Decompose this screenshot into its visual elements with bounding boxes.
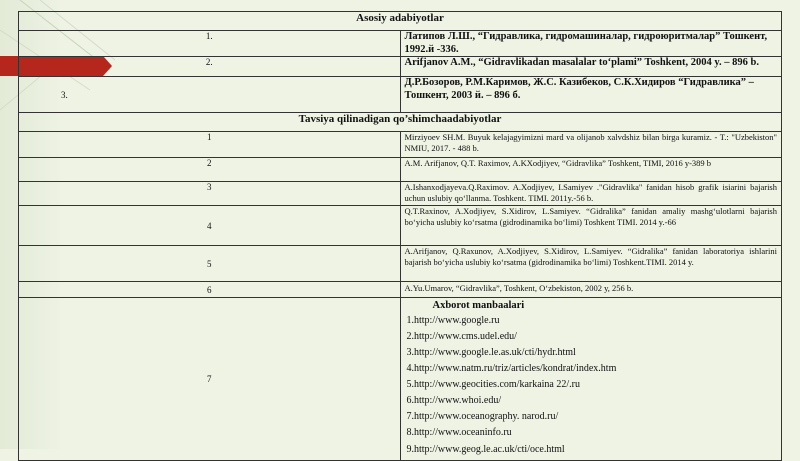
extra-literature-header: Tavsiya qilinadigan qo’shimchaadabiyotlar [19,113,782,132]
resource-link[interactable]: 3.http://www.google.le.as.uk/cti/hydr.html [406,346,576,358]
resources-cell [400,298,782,460]
row-number: 1. [19,31,401,57]
extra-literature-item: A.M. Arifjanov, Q.T. Raximov, A.KXodjiyev, “Gidravlika” Toshkent, TIMI, 2016 y-389 b [400,158,782,182]
row-number: 5 [19,246,401,282]
bibliography-table [18,11,782,461]
row-number: 1 [19,132,401,158]
row-number: 2 [19,158,401,182]
row-number: 7 [19,298,401,460]
extra-literature-item: A.Ishanxodjayeva.Q.Raximov. A.Xodjiyev, I.Samiyev ."Gidravlika" fanidan hisob grafik isiarini bajarish uchun uslubiy qo‘llanma. Toshkent. TIMI. 2011y.-56 b. [400,182,782,206]
row-number: 2. [19,57,401,77]
extra-literature-item: Q.T.Raxinov, A.Xodjiyev, S.Xidirov, L.Samiyev. “Gidralika” fanidan amaliy mashg‘ulotlarni bajarish bo‘yicha uslubiy ko‘rsatma (gidrodinamika bo‘limi) Toshkent TIMI. 2014 y.-66 [400,206,782,246]
row-number: 6 [19,282,401,298]
resources-title: Axborot manbaalari [432,300,525,312]
resource-link[interactable]: 5.http://www.geocities.com/karkaina 22/.ru [406,379,580,391]
main-literature-item: Латипов Л.Ш., “Гидравлика, гидромашиналар, гидроюритмалар” Тошкент, 1992.й -336. [400,31,782,57]
extra-literature-item: A.Arifjanov, Q.Raxunov, A.Xodjiyev, S.Xidirov, L.Samiyev. “Gidralika” fanidan laboratoriya ishlarini bajarish bo‘yicha uslubiy ko‘rsatma (gidrodinamika bo‘limi) Toshkent.TIMI. 2014 y. [400,246,782,282]
main-literature-header: Asosiy adabiyotlar [19,12,782,31]
main-literature-item: Arifjanov A.M., “Gidravlikadan masalalar to‘plami” Toshkent, 2004 y. – 896 b. [400,57,782,77]
resource-link[interactable]: 9.http://www.geog.le.ac.uk/cti/oce.html [406,443,565,455]
resource-link[interactable]: 2.http://www.cms.udel.edu/ [406,330,517,342]
resource-link[interactable]: 8.http://www.oceaninfo.ru [406,427,512,439]
resource-link[interactable]: 7.http://www.oceanography. narod.ru/ [406,411,559,423]
row-number: 4 [19,206,401,246]
resource-link[interactable]: 6.http://www.whoi.edu/ [406,395,502,407]
row-number: 3 [19,182,401,206]
resource-link[interactable]: 4.http://www.natm.ru/triz/articles/kondrat/index.htm [406,363,617,375]
extra-literature-item: A.Yu.Umarov, “Gidravlika”, Toshkent, O‘zbekiston, 2002 y, 256 b. [400,282,782,298]
extra-literature-item: Mirziyoev SH.M. Buyuk kelajagyimizni mard va olijanob xalvdshiz bilan birga kuramiz. - T.: "Uzbekiston" NMIU, 2017. - 488 b. [400,132,782,158]
resource-link[interactable]: 1.http://www.google.ru [406,314,500,326]
row-number: 3. [19,77,401,113]
main-literature-item: Д.Р.Бозоров, Р.М.Каримов, Ж.С. Казибеков, С.К.Хидиров “Гидравлика” – Тошкент, 2003 й. – 896 б. [400,77,782,113]
